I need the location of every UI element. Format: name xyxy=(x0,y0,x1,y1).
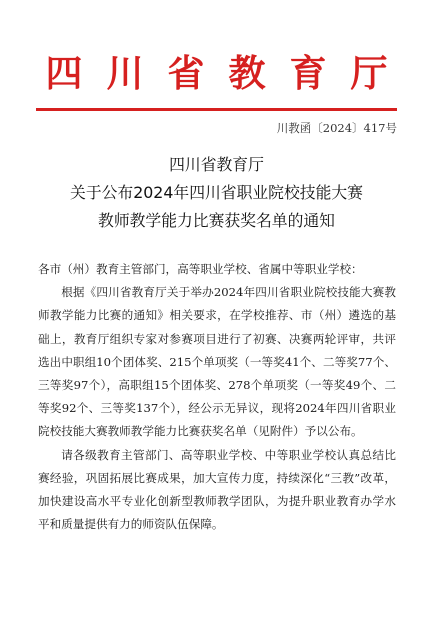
title-line-3: 教师教学能力比赛获奖名单的通知 xyxy=(98,211,335,230)
body-paragraph-2: 请各级教育主管部门、高等职业学校、中等职业学校认真总结比赛经验，巩固拓展比赛成果，加大宣传力度，持续深化“三教”改革，加快建设高水平专业化创新型教师教学团队，为提升职业教育办学水平和质量提供有力的师资队伍保障。 xyxy=(38,447,396,532)
header-red-divider xyxy=(36,108,397,111)
document-title xyxy=(0,151,433,235)
body-paragraph-1: 根据《四川省教育厅关于举办2024年四川省职业院校技能大赛教师教学能力比赛的通知》相关要求，在学校推荐、市（州）遴选的基础上，教育厅组织专家对参赛项目进行了初赛、决赛两轮评审，共评选出中职组10个团体奖、215个单项奖（一等奖41个、二等奖77个、三等奖97个），高职组15个团体奖、278个单项奖（一等奖49个、二等奖92个、三等奖137个），经公示无异议，现将2024年四川省职业院校技能大赛教师教学能力比赛获奖名单（见附件）予以公布。 xyxy=(38,285,396,439)
title-line-1: 四川省教育厅 xyxy=(169,155,264,174)
document-number: 川教函〔2024〕417号 xyxy=(276,121,397,135)
document-header-org-name: 四川省教育厅 xyxy=(45,51,412,95)
document-body xyxy=(38,258,396,536)
salutation: 各市（州）教育主管部门，高等职业学校、省属中等职业学校： xyxy=(38,262,363,276)
title-line-2: 关于公布2024年四川省职业院校技能大赛 xyxy=(70,183,363,202)
